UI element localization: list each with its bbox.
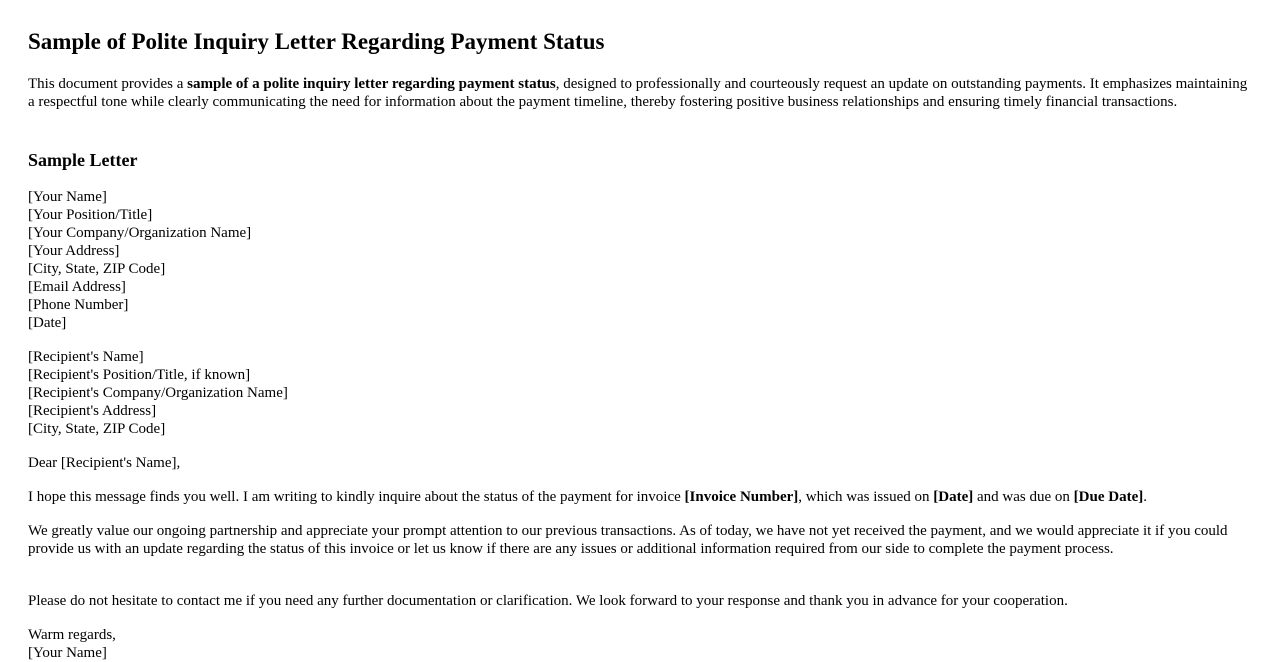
recipient-position: [Recipient's Position/Title, if known] [28,367,251,383]
intro-text-bold: sample of a polite inquiry letter regarding payment status [187,76,556,92]
invoice-number-placeholder: [Invoice Number] [684,489,799,505]
sender-email: [Email Address] [28,279,126,295]
letter-date: [Date] [28,315,67,331]
sender-address: [Your Address] [28,243,120,259]
recipient-address-block [28,348,1250,438]
recipient-address: [Recipient's Address] [28,403,157,419]
letter-paragraph-3: Please do not hesitate to contact me if you need any further documentation or clarification. We look forward to your response and thank you in advance for your cooperation. [28,593,1068,609]
sender-name: [Your Name] [28,189,107,205]
sender-company: [Your Company/Organization Name] [28,225,252,241]
recipient-company: [Recipient's Company/Organization Name] [28,385,288,401]
intro-text-end: , designed to professionally and courteously request an update on outstanding payments. It emphasizes maintaining a respectful tone while clearly communicating the need for information about the payment timeline, thereby fostering positive business relationships and ensuring timely financial transactions. [28,76,1248,110]
intro-paragraph [28,75,1250,111]
sender-address-block [28,188,1250,332]
para1-text-1: I hope this message finds you well. I am writing to kindly inquire about the status of the payment for invoice [28,489,685,505]
para1-text-4: . [1143,489,1147,505]
para1-text-3: and was due on [973,489,1074,505]
page-title: Sample of Polite Inquiry Letter Regarding Payment Status [28,29,605,54]
sender-city-state-zip: [City, State, ZIP Code] [28,261,166,277]
letter-closing [28,626,1250,662]
section-heading: Sample Letter [28,150,138,170]
para1-text-2: , which was issued on [798,489,934,505]
due-date-placeholder: [Due Date] [1073,489,1144,505]
sender-position: [Your Position/Title] [28,207,153,223]
intro-text-start: This document provides a [28,76,188,92]
signature-name: [Your Name] [28,645,107,661]
issue-date-placeholder: [Date] [933,489,974,505]
letter-paragraph-2: We greatly value our ongoing partnership and appreciate your prompt attention to our previous transactions. As of today, we have not yet received the payment, and we would appreciate it if you could provide us with an update regarding the status of this invoice or let us know if there are any issues or additional information required from our side to complete the payment process. [28,523,1228,557]
salutation: Dear [Recipient's Name], [28,455,181,471]
recipient-city-state-zip: [City, State, ZIP Code] [28,421,166,437]
closing-phrase: Warm regards, [28,627,116,643]
letter-paragraph-1 [28,488,1250,506]
sender-phone: [Phone Number] [28,297,129,313]
recipient-name: [Recipient's Name] [28,349,144,365]
